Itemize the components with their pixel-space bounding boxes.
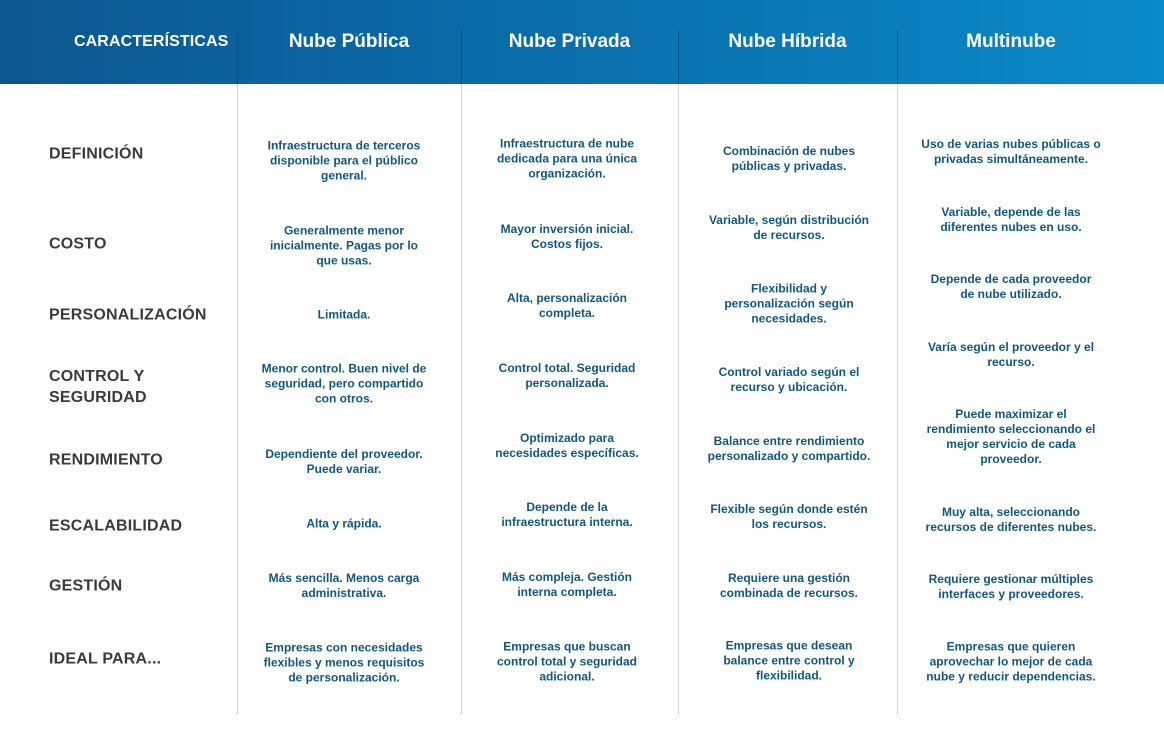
- table-cell: Control total. Seguridad personalizada.: [498, 361, 636, 390]
- table-cell: Empresas que buscan control total y seguridad adicional.: [496, 639, 637, 684]
- table-cell: Depende de cada proveedor de nube utilizado.: [930, 272, 1092, 301]
- table-cell: Empresas que quieren aprovechar lo mejor de cada nube y reducir dependencias.: [926, 639, 1096, 684]
- table-cell: Variable, depende de las diferentes nubes en uso.: [940, 205, 1082, 234]
- table-cell: Mayor inversión inicial. Costos fijos.: [500, 222, 634, 251]
- header-divider: [678, 30, 679, 84]
- row-label-definicion: DEFINICIÓN: [49, 145, 144, 163]
- table-cell: Dependiente del proveedor. Puede variar.: [265, 447, 423, 476]
- table-cell: Flexibilidad y personalización según necesidades.: [724, 281, 854, 326]
- table-cell: Uso de varias nubes públicas o privadas simultáneamente.: [921, 137, 1101, 166]
- header-characteristics: CARACTERÍSTICAS: [74, 33, 229, 50]
- table-cell: Limitada.: [317, 307, 371, 322]
- table-cell: Flexible según donde estén los recursos.: [710, 502, 868, 531]
- table-cell: Requiere gestionar múltiples interfaces y proveedores.: [928, 572, 1094, 601]
- row-label-personalizacion: PERSONALIZACIÓN: [49, 306, 207, 324]
- header-public-cloud: Nube Pública: [288, 31, 410, 52]
- row-label-gestion: GESTIÓN: [49, 577, 123, 595]
- header-hybrid-cloud: Nube Híbrida: [728, 31, 847, 52]
- header-private-cloud: Nube Privada: [508, 31, 631, 52]
- header-divider: [237, 30, 238, 84]
- row-label-rendimiento: RENDIMIENTO: [49, 451, 163, 469]
- table-header: [0, 0, 1164, 84]
- table-cell: Optimizado para necesidades específicas.: [495, 431, 639, 460]
- row-label-ideal-para: IDEAL PARA...: [49, 650, 162, 668]
- column-divider: [897, 84, 898, 714]
- table-cell: Depende de la infraestructura interna.: [501, 500, 633, 529]
- column-divider: [461, 84, 462, 714]
- header-multicloud: Multinube: [966, 31, 1056, 52]
- table-cell: Infraestructura de nube dedicada para una única organización.: [496, 136, 638, 181]
- table-cell: Puede maximizar el rendimiento seleccionando el mejor servicio de cada proveedor.: [926, 407, 1096, 466]
- table-cell: Infraestructura de terceros disponible para el público general.: [267, 138, 421, 183]
- table-cell: Generalmente menor inicialmente. Pagas por lo que usas.: [269, 223, 419, 268]
- table-cell: Control variado según el recurso y ubicación.: [718, 365, 860, 394]
- column-divider: [237, 84, 238, 714]
- table-cell: Empresas con necesidades flexibles y menos requisitos de personalización.: [263, 640, 425, 685]
- table-cell: Muy alta, seleccionando recursos de diferentes nubes.: [925, 505, 1097, 534]
- row-label-control-seguridad: CONTROL Y SEGURIDAD: [49, 368, 147, 406]
- table-cell: Combinación de nubes públicas y privadas.: [722, 144, 855, 173]
- table-cell: Más compleja. Gestión interna completa.: [501, 570, 633, 599]
- header-divider: [897, 30, 898, 84]
- header-divider: [461, 30, 462, 84]
- table-cell: Empresas que desean balance entre control y flexibilidad.: [723, 638, 855, 683]
- column-divider: [678, 84, 679, 714]
- table-cell: Menor control. Buen nivel de seguridad, pero compartido con otros.: [261, 361, 427, 406]
- table-cell: Balance entre rendimiento personalizado y compartido.: [707, 434, 871, 463]
- row-label-escalabilidad: ESCALABILIDAD: [49, 517, 183, 535]
- table-cell: Varía según el proveedor y el recurso.: [927, 340, 1095, 369]
- table-cell: Alta, personalización completa.: [506, 291, 628, 320]
- table-cell: Alta y rápida.: [306, 516, 382, 531]
- table-cell: Variable, según distribución de recursos.: [708, 213, 870, 242]
- table-cell: Más sencilla. Menos carga administrativa.: [268, 571, 420, 600]
- row-label-costo: COSTO: [49, 235, 107, 253]
- table-cell: Requiere una gestión combinada de recursos.: [719, 571, 859, 600]
